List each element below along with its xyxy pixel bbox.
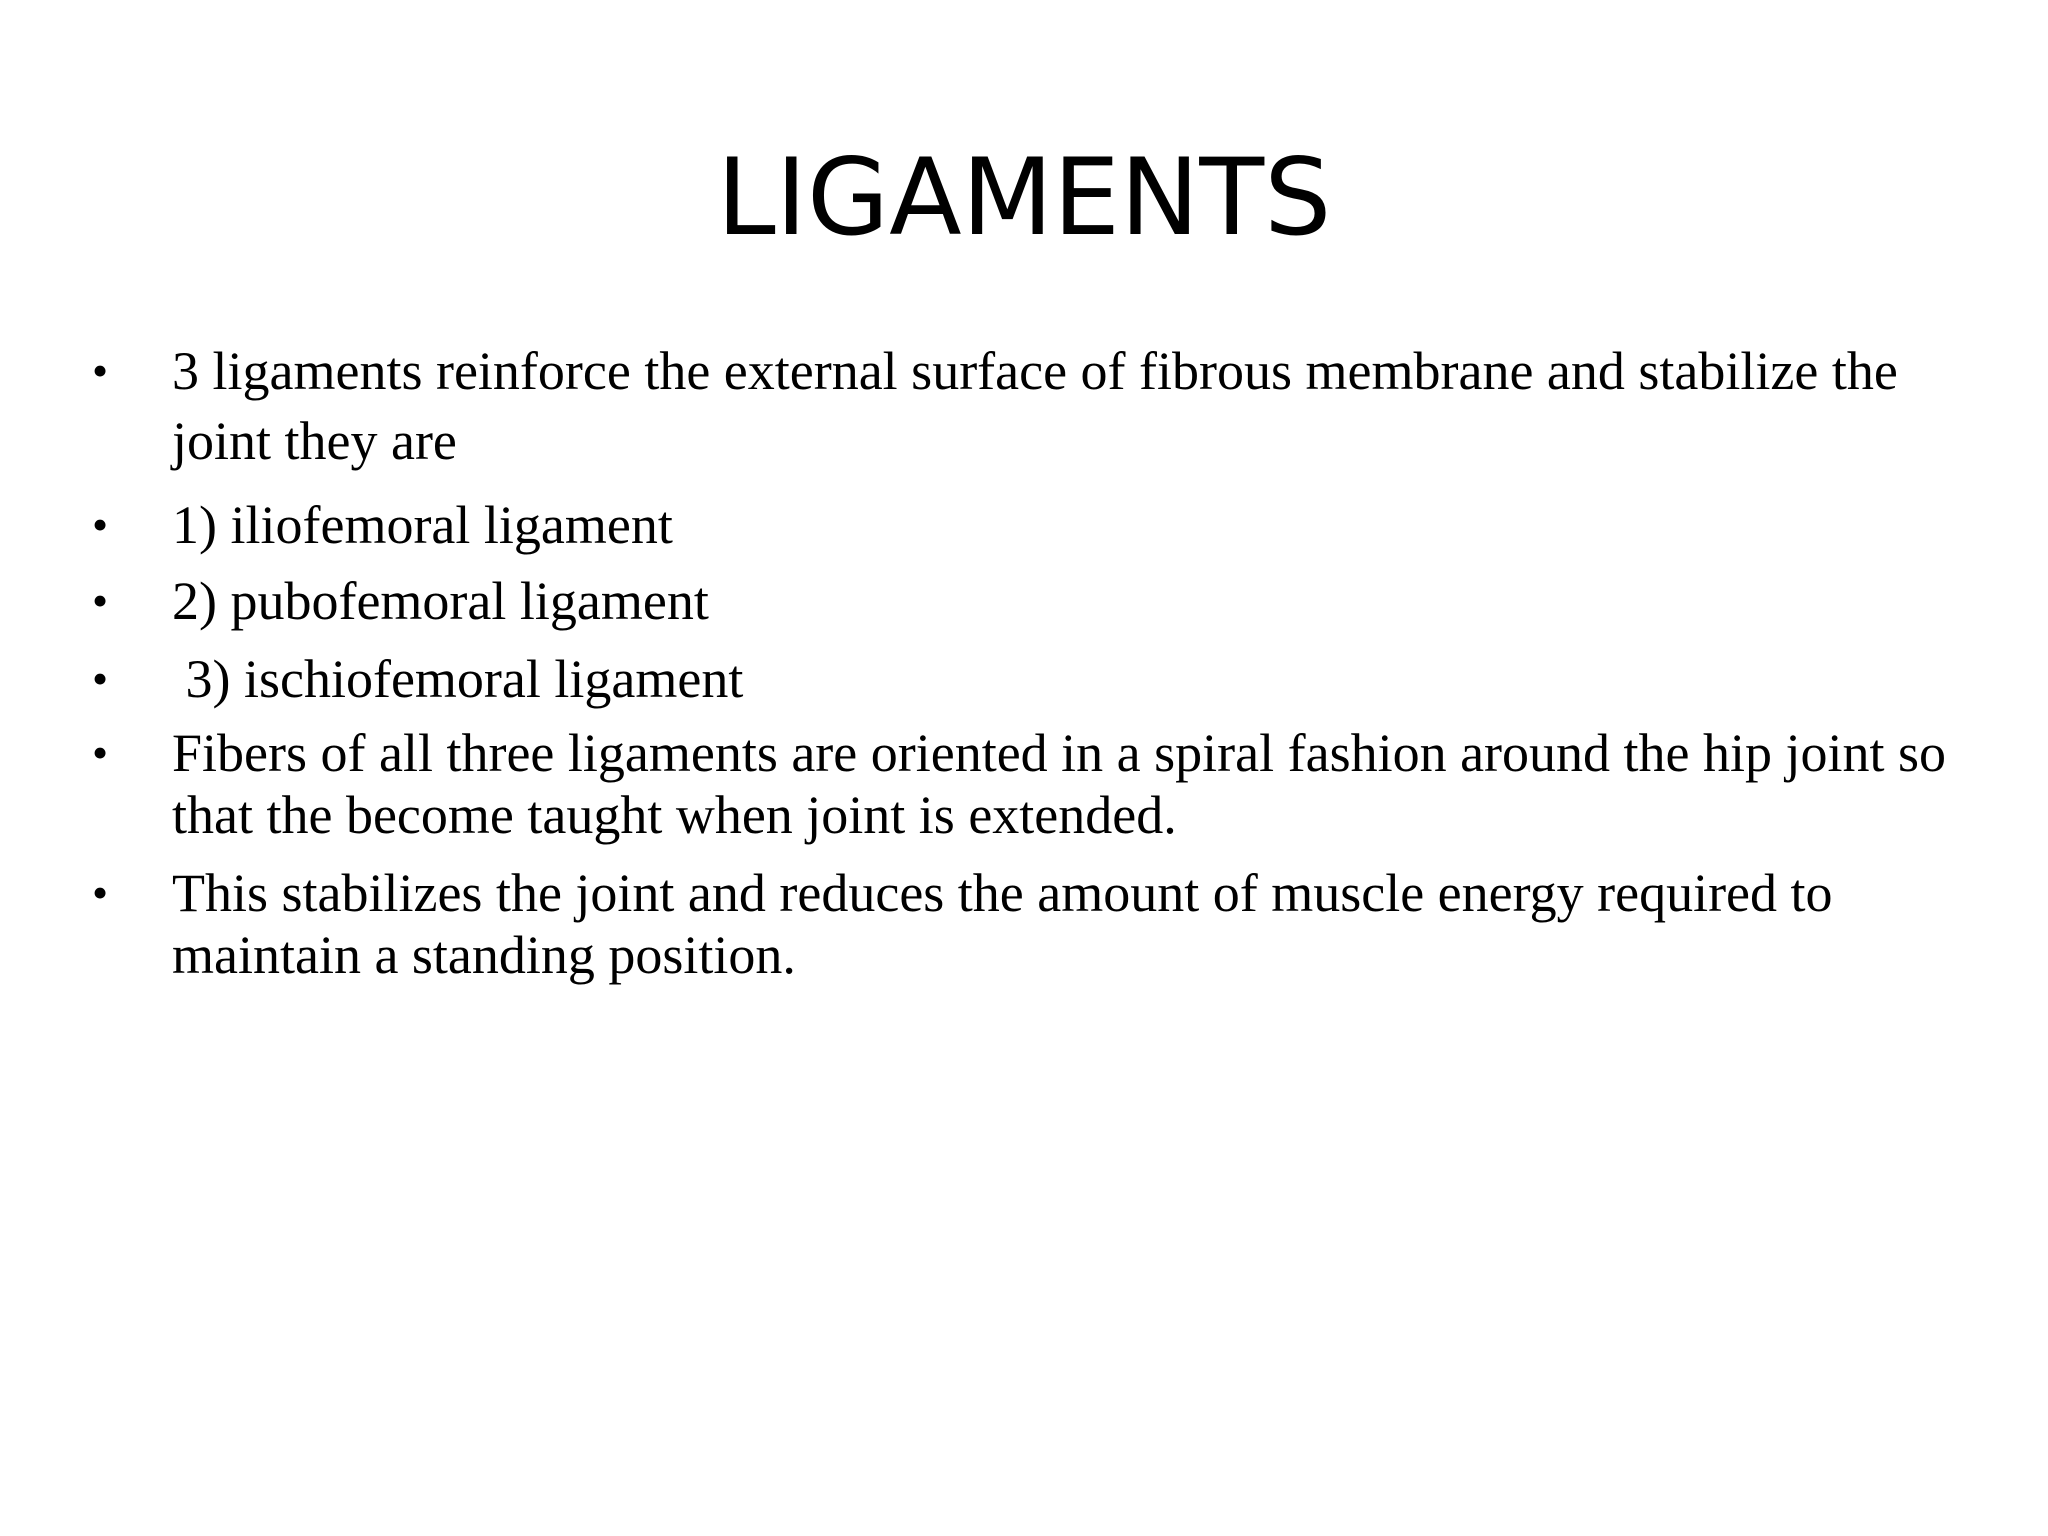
bullet-text: 3 ligaments reinforce the external surface of fibrous membrane and stabilize the joint they are — [172, 341, 1898, 471]
bullet-icon: • — [92, 575, 109, 626]
bullet-text: 2) pubofemoral ligament — [172, 571, 709, 631]
list-item — [88, 336, 1968, 476]
list-item — [88, 570, 1968, 632]
bullet-text: This stabilizes the joint and reduces the amount of muscle energy required to maintain a standing position. — [172, 863, 1833, 985]
list-item — [88, 862, 1968, 986]
bullet-text: Fibers of all three ligaments are oriented in a spiral fashion around the hip joint so that the become taught when joint is extended. — [172, 723, 1947, 845]
bullet-list — [88, 336, 1968, 986]
list-item — [88, 494, 1968, 556]
bullet-text: 3) ischiofemoral ligament — [172, 649, 744, 709]
list-item — [88, 722, 1968, 846]
slide-title: LIGAMENTS — [716, 136, 1332, 259]
bullet-icon: • — [92, 867, 109, 918]
bullet-icon: • — [92, 499, 109, 550]
bullet-icon: • — [92, 727, 109, 778]
bullet-icon: • — [92, 345, 109, 396]
bullet-icon: • — [92, 653, 109, 704]
bullet-text: 1) iliofemoral ligament — [172, 495, 673, 555]
list-item — [88, 648, 1968, 710]
